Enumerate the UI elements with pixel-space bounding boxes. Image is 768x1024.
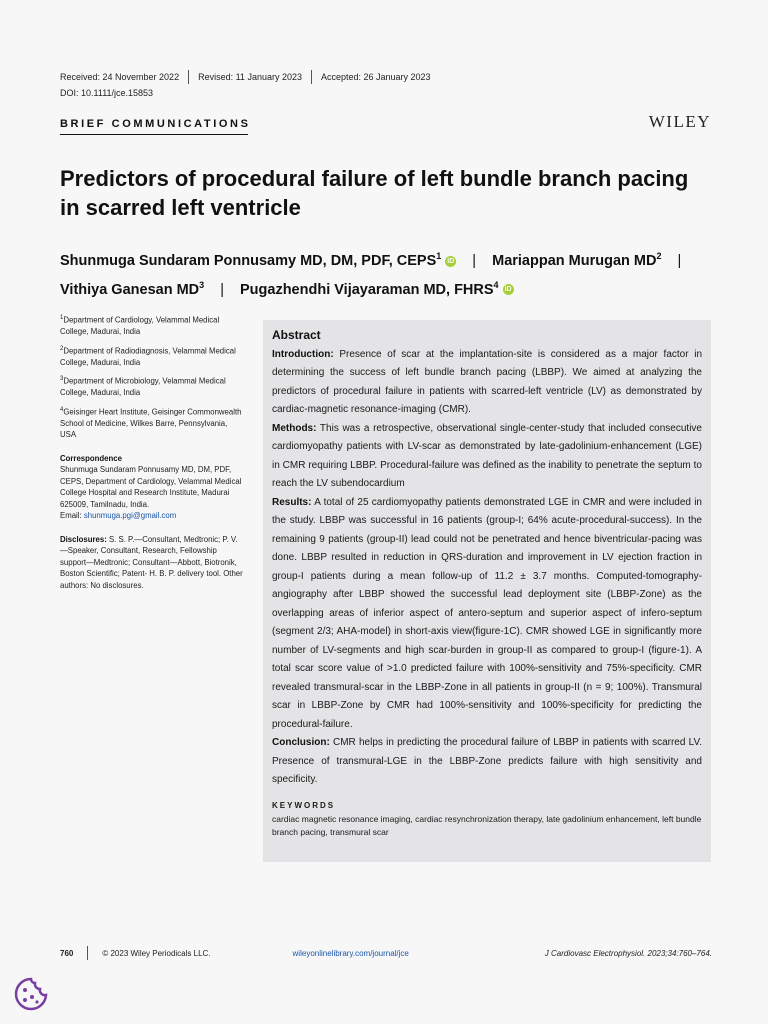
author-name: Mariappan Murugan MD [492, 252, 657, 269]
affiliation-sup: 4 [493, 279, 499, 290]
intro-text: Presence of scar at the implantation-site is considered as a major factor in determining the success of left bundle branch pacing (LBBP). We aimed at analyzing the predictors of procedural failure in patients with scarred-left ventricle (LV) as demonstrated by cardiac-magnetic resonance-imaging (CMR). [272, 348, 703, 415]
affiliation-sup: 1 [60, 315, 64, 321]
abstract-box [263, 320, 711, 862]
affiliation [60, 344, 245, 369]
journal-link[interactable]: wileyonlinelibrary.com/journal/jce [292, 948, 409, 958]
results-label: Results: [272, 496, 312, 508]
affiliation-sup: 3 [199, 279, 205, 290]
results-text: A total of 25 cardiomyopathy patients demonstrated LGE in CMR and were included in the study. LBBP was successful in 16 patients (group-I; 64% acute-procedural-success). In the remaining 9 patients (group-II) lead could not be penetrated and hence biventricular-pacing was done. LBBP resulted in reduction in QRS-duration and improvement in LV ejection fraction in group-I patients during a mean follow-up of 11.2 ± 3.7 months. Computed-tomography-angiography after LBBP showed the successful lead deployment site (LBBP-Zone) as the overlapping areas of inferior aspect of antero-septum and superior aspect of infero-septum (segment 2/3; AHA-model) in short-axis view(figure-1C). CMR showed LGE in significantly more number of LV-segments and high scar-burden in group-II as compared to group-I (figure-1). A total scar score value of >1.0 predicted failure with 100%-sensitivity and 75%-specificity. CMR revealed transmural-scar in the LBBP-Zone in all patients in group-II (n = 9; 100%). Transmural scar in LBBP-Zone by CMR had 100%-sensitivity and 100%-specificity for predicting the procedural-failure. [272, 496, 702, 730]
received-date: Received: 24 November 2022 [60, 72, 180, 82]
publication-dates [60, 70, 431, 84]
page-number: 760 [60, 948, 74, 958]
intro-label: Introduction: [272, 348, 334, 360]
divider [188, 70, 189, 84]
affiliation-text: Geisinger Heart Institute, Geisinger Commonwealth School of Medicine, Wilkes Barre, Pennsylvania, USA [60, 407, 242, 440]
disclosures [60, 534, 245, 592]
abstract-introduction [272, 346, 702, 420]
abstract-methods [272, 420, 702, 494]
affiliation-text: Department of Cardiology, Velammal Medical College, Madurai, India [60, 315, 220, 337]
affiliation [60, 374, 245, 399]
page-footer [60, 946, 712, 960]
correspondence-label [60, 453, 245, 465]
keywords-text: cardiac magnetic resonance imaging, cardiac resynchronization therapy, late gadolinium enhancement, left bundle branch pacing, transmural scar [272, 813, 702, 837]
accepted-date: Accepted: 26 January 2023 [320, 72, 431, 82]
email-link[interactable]: shunmuga.pgi@gmail.com [83, 511, 177, 521]
correspondence-heading: Correspondence [60, 453, 122, 463]
affiliation-sup: 3 [60, 376, 64, 383]
author-separator: | [677, 252, 682, 269]
affiliation-sup: 2 [656, 251, 662, 261]
author-name: Pugazhendhi Vijayaraman MD, FHRS [240, 281, 494, 298]
author-name: Vithiya Ganesan MD [60, 281, 200, 298]
correspondence-text: Shunmuga Sundaram Ponnusamy MD, DM, PDF, CEPS, Department of Cardiology, Velammal Medical College Hospital and Research Institute, Madurai 625009, Tamilnadu, India. [60, 465, 242, 509]
cookie-settings-icon[interactable] [12, 975, 50, 1013]
divider [311, 70, 312, 84]
methods-label: Methods: [272, 422, 317, 434]
affiliation [60, 405, 245, 441]
section-underline [60, 134, 248, 135]
copyright: © 2023 Wiley Periodicals LLC. [102, 948, 211, 958]
author-separator: | [220, 281, 224, 298]
abstract-conclusion [272, 734, 702, 790]
disclosures-text: S. S. P.—Consultant, Medtronic; P. V.—Speaker, Consultant, Research, Fellowship support—Medtronic; Consultant—Abbott, Biotronik, Boston Scientific; Patent- H. B. P. delivery tool. Other authors: No disclosures. [60, 534, 243, 590]
conclusion-text: CMR helps in predicting the procedural failure of LBBP in patients with scarred LV. Presence of transmural-LGE in the LBBP-Zone predicts failure with high sensitivity and specificity. [272, 737, 702, 785]
methods-text: This was a retrospective, observational single-center-study that included consecutive cardiomyopathy patients with LV-scar as demonstrated by late-gadolinium-enhancement (LGE) in CMR requiring LBBP. Procedural-failure was defined as the inability to penetrate the septum to reach the LV subendocardium [272, 422, 702, 489]
author-list [60, 244, 720, 302]
article-title: Predictors of procedural failure of left bundle branch pacing in scarred left ventricle [60, 166, 689, 220]
publisher-logo: WILEY [648, 112, 711, 131]
orcid-icon[interactable]: iD [504, 286, 512, 294]
affiliation-sup: 4 [60, 406, 64, 413]
author-name: Shunmuga Sundaram Ponnusamy MD, DM, PDF, CEPS [60, 252, 437, 269]
affiliation [60, 313, 245, 338]
sidebar-info [60, 313, 245, 597]
orcid-icon[interactable]: iD [447, 257, 455, 265]
divider [87, 946, 88, 960]
disclosures-label: Disclosures: [60, 534, 107, 544]
abstract-results [272, 494, 702, 735]
journal-citation: J Cardiovasc Electrophysiol. 2023;34:760–764. [544, 948, 712, 958]
abstract-heading: Abstract [272, 328, 321, 342]
email-label: Email: [60, 511, 82, 521]
affiliation-sup: 2 [60, 345, 64, 352]
revised-date: Revised: 11 January 2023 [198, 72, 302, 82]
conclusion-label: Conclusion: [272, 737, 330, 748]
affiliation-text: Department of Microbiology, Velammal Medical College, Madurai, India [60, 376, 226, 398]
author-separator: | [472, 252, 477, 269]
keywords-label: KEYWORDS [272, 800, 336, 810]
affiliation-sup: 1 [436, 251, 442, 261]
doi: DOI: 10.1111/jce.15853 [60, 88, 154, 98]
section-label: BRIEF COMMUNICATIONS [60, 118, 251, 130]
affiliation-text: Department of Radiodiagnosis, Velammal Medical College, Madurai, India [60, 346, 236, 367]
correspondence [60, 464, 245, 522]
